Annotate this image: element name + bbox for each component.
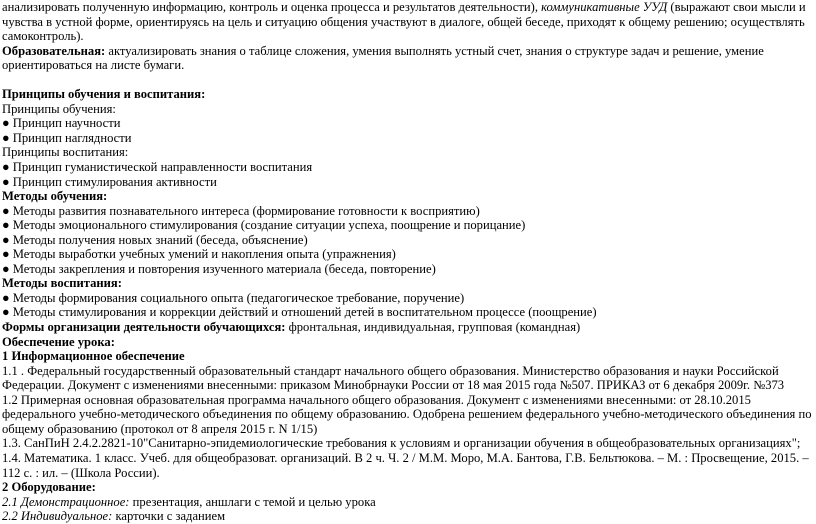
teaching-method-item: ● Методы выработки учебных умений и накопления опыта (упражнения) [2, 247, 396, 262]
demo-equipment-label: 2.1 Демонстрационное: [2, 494, 130, 509]
activity-forms-text: фронтальная, индивидуальная, групповая (командная) [285, 320, 581, 335]
info-support-item: 1.1 . Федеральный государственный образовательный стандарт начального общего образования. Министерство образования и науки Российской Федерации. Документ с изменениями внесенными: приказом Минобрнауки России от 18 мая 2015 года №507. ПРИКАЗ от 6 декабря 2009г. №373 [2, 363, 785, 393]
teaching-method-item: ● Методы развития познавательного интереса (формирование готовности к восприятию) [2, 203, 480, 218]
teaching-methods-heading: Методы обучения: [2, 189, 108, 204]
individual-equipment-text: карточки с заданием [112, 509, 226, 524]
demo-equipment [2, 495, 814, 510]
info-support-item: 1.4. Математика. 1 класс. Учеб. для общеобразоват. организаций. В 2 ч. Ч. 2 / М.М. Моро, М.А. Бантова, Г.В. Бельтюкова. – М. : Просвещение, 2015. – 112 с. : ил. – (Школа России). [2, 450, 809, 480]
principles-heading: Принципы обучения и воспитания: [2, 87, 206, 102]
upbringing-principle-item: ● Принцип гуманистической направленности воспитания [2, 160, 313, 175]
teaching-principles-title: Принципы обучения: [2, 101, 116, 116]
intro-text-a: анализировать полученную информацию, контроль и оценка процесса и результатов деятельности), [2, 0, 542, 14]
educational-goal-text: актуализировать знания о таблице сложения, умения выполнять устный счет, знания о структуре задач и решение, умение ориентироваться на листе бумаги. [2, 43, 764, 73]
individual-equipment-label: 2.2 Индивидуальное: [2, 509, 113, 524]
upbringing-principles-title: Принципы воспитания: [2, 145, 129, 160]
upbringing-method-item: ● Методы стимулирования и коррекции действий и отношений детей в воспитательном процессе (поощрение) [2, 305, 597, 320]
individual-equipment [2, 509, 814, 524]
equipment-heading: 2 Оборудование: [2, 480, 96, 495]
teaching-method-item: ● Методы эмоционального стимулирования (создание ситуации успеха, поощрение и порицание) [2, 218, 526, 233]
upbringing-method-item: ● Методы формирования социального опыта (педагогическое требование, поручение) [2, 290, 465, 305]
activity-forms-label: Формы организации деятельности обучающихся: [2, 320, 286, 335]
teaching-principle-item: ● Принцип наглядности [2, 130, 132, 145]
intro-text-b: (выражают свои мысли и чувства в устной форме, ориентируясь на цель и ситуацию общения участвуют в диалоге, общей беседе, приходят к общему решению; осуществлять самоконтроль). [2, 0, 806, 44]
communicative-uud-term: коммуникативные УУД [541, 0, 668, 14]
lesson-support-heading: Обеспечение урока: [2, 334, 115, 349]
educational-goal-label: Образовательная: [2, 43, 106, 58]
info-support-item: 1.3. СанПиН 2.4.2.2821-10"Санитарно-эпидемиологические требования к условиям и организации обучения в общеобразовательных организациях"; [2, 436, 801, 451]
teaching-method-item: ● Методы получения новых знаний (беседа, объяснение) [2, 232, 308, 247]
teaching-method-item: ● Методы закрепления и повторения изученного материала (беседа, повторение) [2, 261, 436, 276]
intro-paragraph [2, 0, 814, 44]
upbringing-principle-item: ● Принцип стимулирования активности [2, 174, 217, 189]
upbringing-methods-heading: Методы воспитания: [2, 276, 122, 291]
info-support-item: 1.2 Примерная основная образовательная программа начального общего образования. Документ с изменениями внесенными: от 28.10.2015 федерального учебно-методического объединения по общему образованию. Одобрена решением федерального учебно-методического объединения по общему образованию (протокол от 8 апреля 2015 г. N 1/15) [2, 392, 812, 436]
teaching-principle-item: ● Принцип научности [2, 116, 121, 131]
info-support-heading: 1 Информационное обеспечение [2, 349, 185, 364]
educational-goal [2, 44, 814, 73]
activity-forms [2, 320, 814, 335]
demo-equipment-text: презентация, аншлаги с темой и целью урока [129, 494, 376, 509]
blank-line [2, 73, 814, 88]
